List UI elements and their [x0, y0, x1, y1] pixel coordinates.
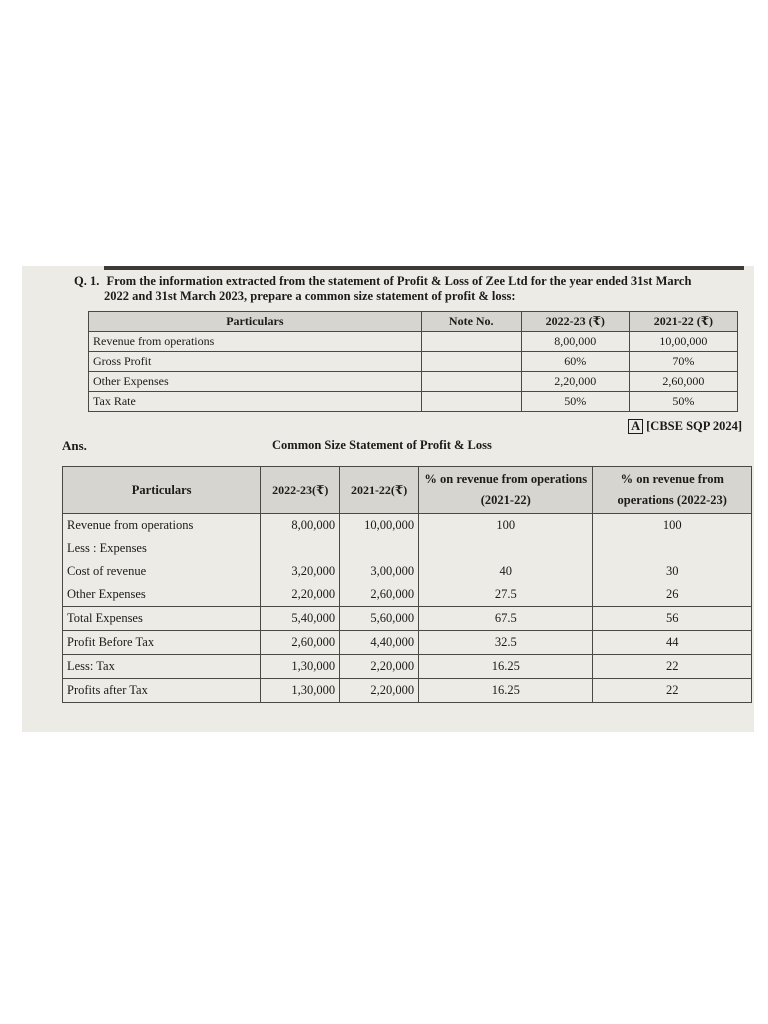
header-percent-2022-23: % on revenue from operations (2022-23)	[593, 467, 752, 514]
note-cell	[421, 392, 521, 412]
question-number: Q. 1.	[74, 274, 100, 288]
value-cell: 3,20,000	[261, 560, 340, 583]
percent-cell: 22	[593, 679, 752, 703]
question-line-2: 2022 and 31st March 2023, prepare a common size statement of profit & loss:	[104, 289, 516, 303]
percent-cell: 26	[593, 583, 752, 607]
header-2021-22: 2021-22(₹)	[340, 467, 419, 514]
value-cell: 50%	[629, 392, 737, 412]
percent-cell: 16.25	[419, 679, 593, 703]
value-cell: 2,20,000	[521, 372, 629, 392]
table-row	[89, 352, 738, 372]
percent-cell: 44	[593, 631, 752, 655]
percent-cell: 22	[593, 655, 752, 679]
value-cell: 2,60,000	[629, 372, 737, 392]
particular-cell: Profit Before Tax	[63, 631, 261, 655]
note-cell	[421, 332, 521, 352]
table-row	[63, 607, 752, 631]
percent-cell: 16.25	[419, 655, 593, 679]
particular-cell: Revenue from operations	[89, 332, 422, 352]
header-percent-2021-22: % on revenue from operations (2021-22)	[419, 467, 593, 514]
particular-cell: Gross Profit	[89, 352, 422, 372]
header-2021-22: 2021-22 (₹)	[629, 312, 737, 332]
value-cell: 2,60,000	[340, 583, 419, 607]
table-header-row	[89, 312, 738, 332]
table-row	[63, 514, 752, 538]
citation-badge: A	[628, 419, 643, 434]
table-row	[89, 332, 738, 352]
citation-text: [CBSE SQP 2024]	[646, 419, 742, 433]
statement-title: Common Size Statement of Profit & Loss	[272, 438, 492, 452]
page-top-rule	[104, 266, 744, 270]
value-cell: 10,00,000	[340, 514, 419, 538]
table-row	[63, 655, 752, 679]
common-size-statement-table	[62, 466, 752, 703]
value-cell	[261, 537, 340, 560]
header-particulars: Particulars	[89, 312, 422, 332]
value-cell: 10,00,000	[629, 332, 737, 352]
percent-cell	[419, 537, 593, 560]
source-citation	[628, 419, 742, 434]
value-cell: 3,00,000	[340, 560, 419, 583]
particular-cell: Tax Rate	[89, 392, 422, 412]
table-row	[63, 560, 752, 583]
percent-cell: 67.5	[419, 607, 593, 631]
percent-cell: 100	[593, 514, 752, 538]
value-cell: 2,20,000	[340, 655, 419, 679]
value-cell: 1,30,000	[261, 655, 340, 679]
percent-cell: 27.5	[419, 583, 593, 607]
question-text	[74, 274, 750, 304]
percent-cell: 56	[593, 607, 752, 631]
value-cell: 50%	[521, 392, 629, 412]
value-cell: 70%	[629, 352, 737, 372]
note-cell	[421, 352, 521, 372]
particular-cell: Less: Tax	[63, 655, 261, 679]
table-row	[63, 583, 752, 607]
header-2022-23: 2022-23(₹)	[261, 467, 340, 514]
value-cell: 4,40,000	[340, 631, 419, 655]
value-cell: 5,60,000	[340, 607, 419, 631]
value-cell: 8,00,000	[261, 514, 340, 538]
particular-cell: Less : Expenses	[63, 537, 261, 560]
table-row	[63, 631, 752, 655]
particular-cell: Other Expenses	[89, 372, 422, 392]
value-cell	[340, 537, 419, 560]
particular-cell: Other Expenses	[63, 583, 261, 607]
value-cell: 8,00,000	[521, 332, 629, 352]
table-row	[63, 537, 752, 560]
value-cell: 1,30,000	[261, 679, 340, 703]
note-cell	[421, 372, 521, 392]
percent-cell	[593, 537, 752, 560]
percent-cell: 100	[419, 514, 593, 538]
particular-cell: Total Expenses	[63, 607, 261, 631]
percent-cell: 32.5	[419, 631, 593, 655]
table-header-row	[63, 467, 752, 514]
value-cell: 2,60,000	[261, 631, 340, 655]
answer-label: Ans.	[62, 438, 87, 453]
percent-cell: 30	[593, 560, 752, 583]
table-row	[89, 392, 738, 412]
header-2022-23: 2022-23 (₹)	[521, 312, 629, 332]
value-cell: 2,20,000	[261, 583, 340, 607]
percent-cell: 40	[419, 560, 593, 583]
particular-cell: Revenue from operations	[63, 514, 261, 538]
table-row	[63, 679, 752, 703]
header-particulars: Particulars	[63, 467, 261, 514]
question-data-table	[88, 311, 738, 412]
particular-cell: Cost of revenue	[63, 560, 261, 583]
header-note-no: Note No.	[421, 312, 521, 332]
question-line-1: From the information extracted from the statement of Profit & Loss of Zee Ltd for the year ended 31st March	[106, 274, 692, 288]
particular-cell: Profits after Tax	[63, 679, 261, 703]
textbook-page-photo	[22, 266, 754, 732]
value-cell: 60%	[521, 352, 629, 372]
value-cell: 2,20,000	[340, 679, 419, 703]
table-row	[89, 372, 738, 392]
value-cell: 5,40,000	[261, 607, 340, 631]
